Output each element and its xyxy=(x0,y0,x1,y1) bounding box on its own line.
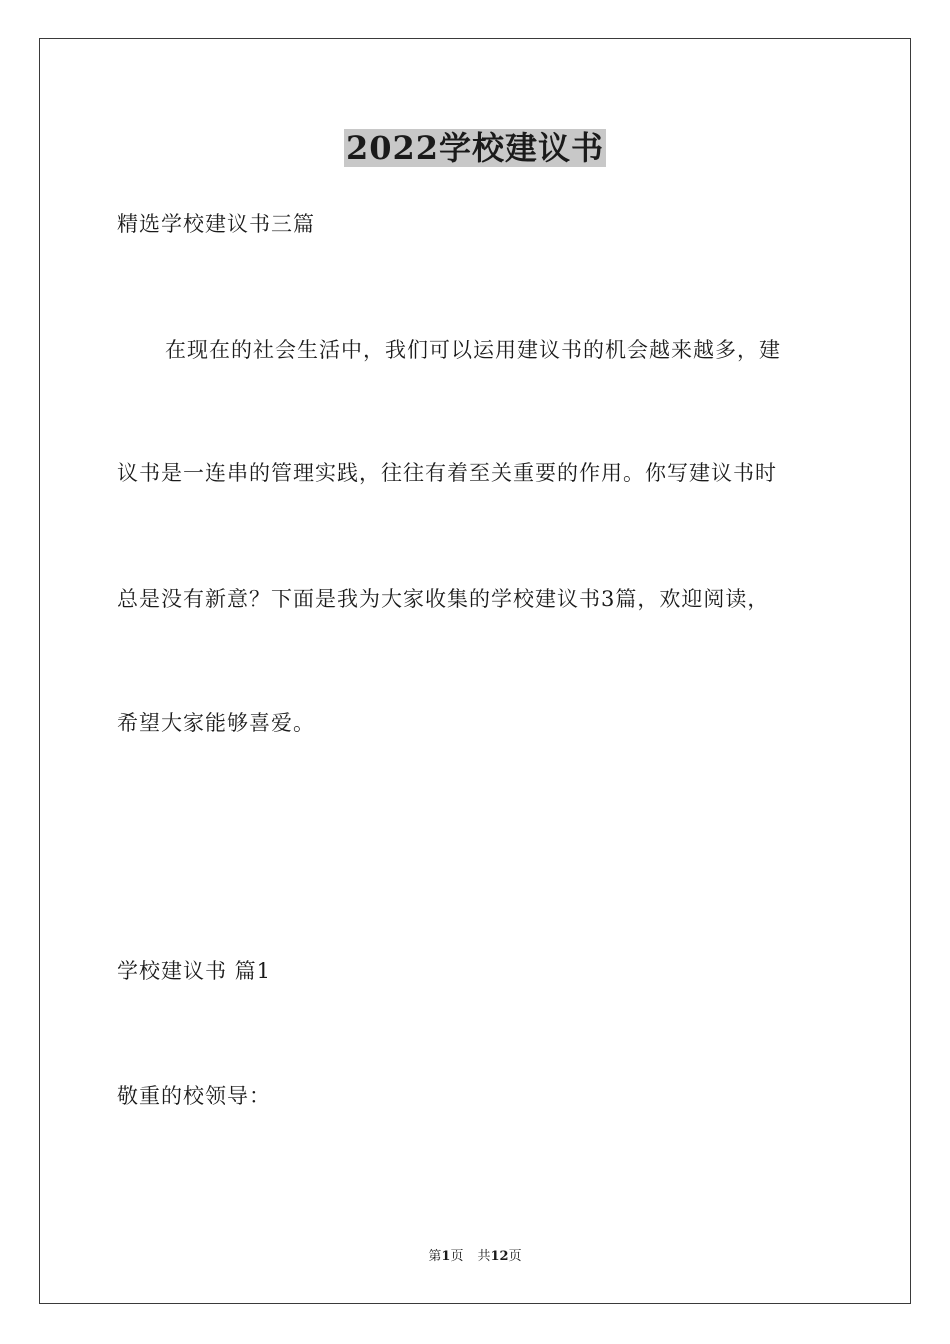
salutation: 敬重的校领导： xyxy=(117,1084,271,1108)
total-pages: 12 xyxy=(490,1249,509,1264)
total-suffix: 页 xyxy=(508,1249,522,1264)
page-footer xyxy=(0,1248,950,1266)
total-prefix: 共 xyxy=(477,1249,491,1264)
intro-line-2: 议书是一连串的管理实践，往往有着至关重要的作用。你写建议书时 xyxy=(117,461,777,485)
document-title xyxy=(0,128,950,168)
page-suffix: 页 xyxy=(450,1249,464,1264)
intro-line-1: 在现在的社会生活中，我们可以运用建议书的机会越来越多，建 xyxy=(165,338,781,362)
intro-line-3: 总是没有新意？下面是我为大家收集的学校建议书3篇，欢迎阅读， xyxy=(117,587,770,611)
title-text: 2022学校建议书 xyxy=(345,129,605,167)
intro-line-4: 希望大家能够喜爱。 xyxy=(117,711,315,735)
document-subtitle: 精选学校建议书三篇 xyxy=(117,212,315,236)
page-prefix: 第 xyxy=(428,1249,442,1264)
page-number: 1 xyxy=(441,1249,451,1264)
section-heading: 学校建议书 篇1 xyxy=(117,959,272,983)
